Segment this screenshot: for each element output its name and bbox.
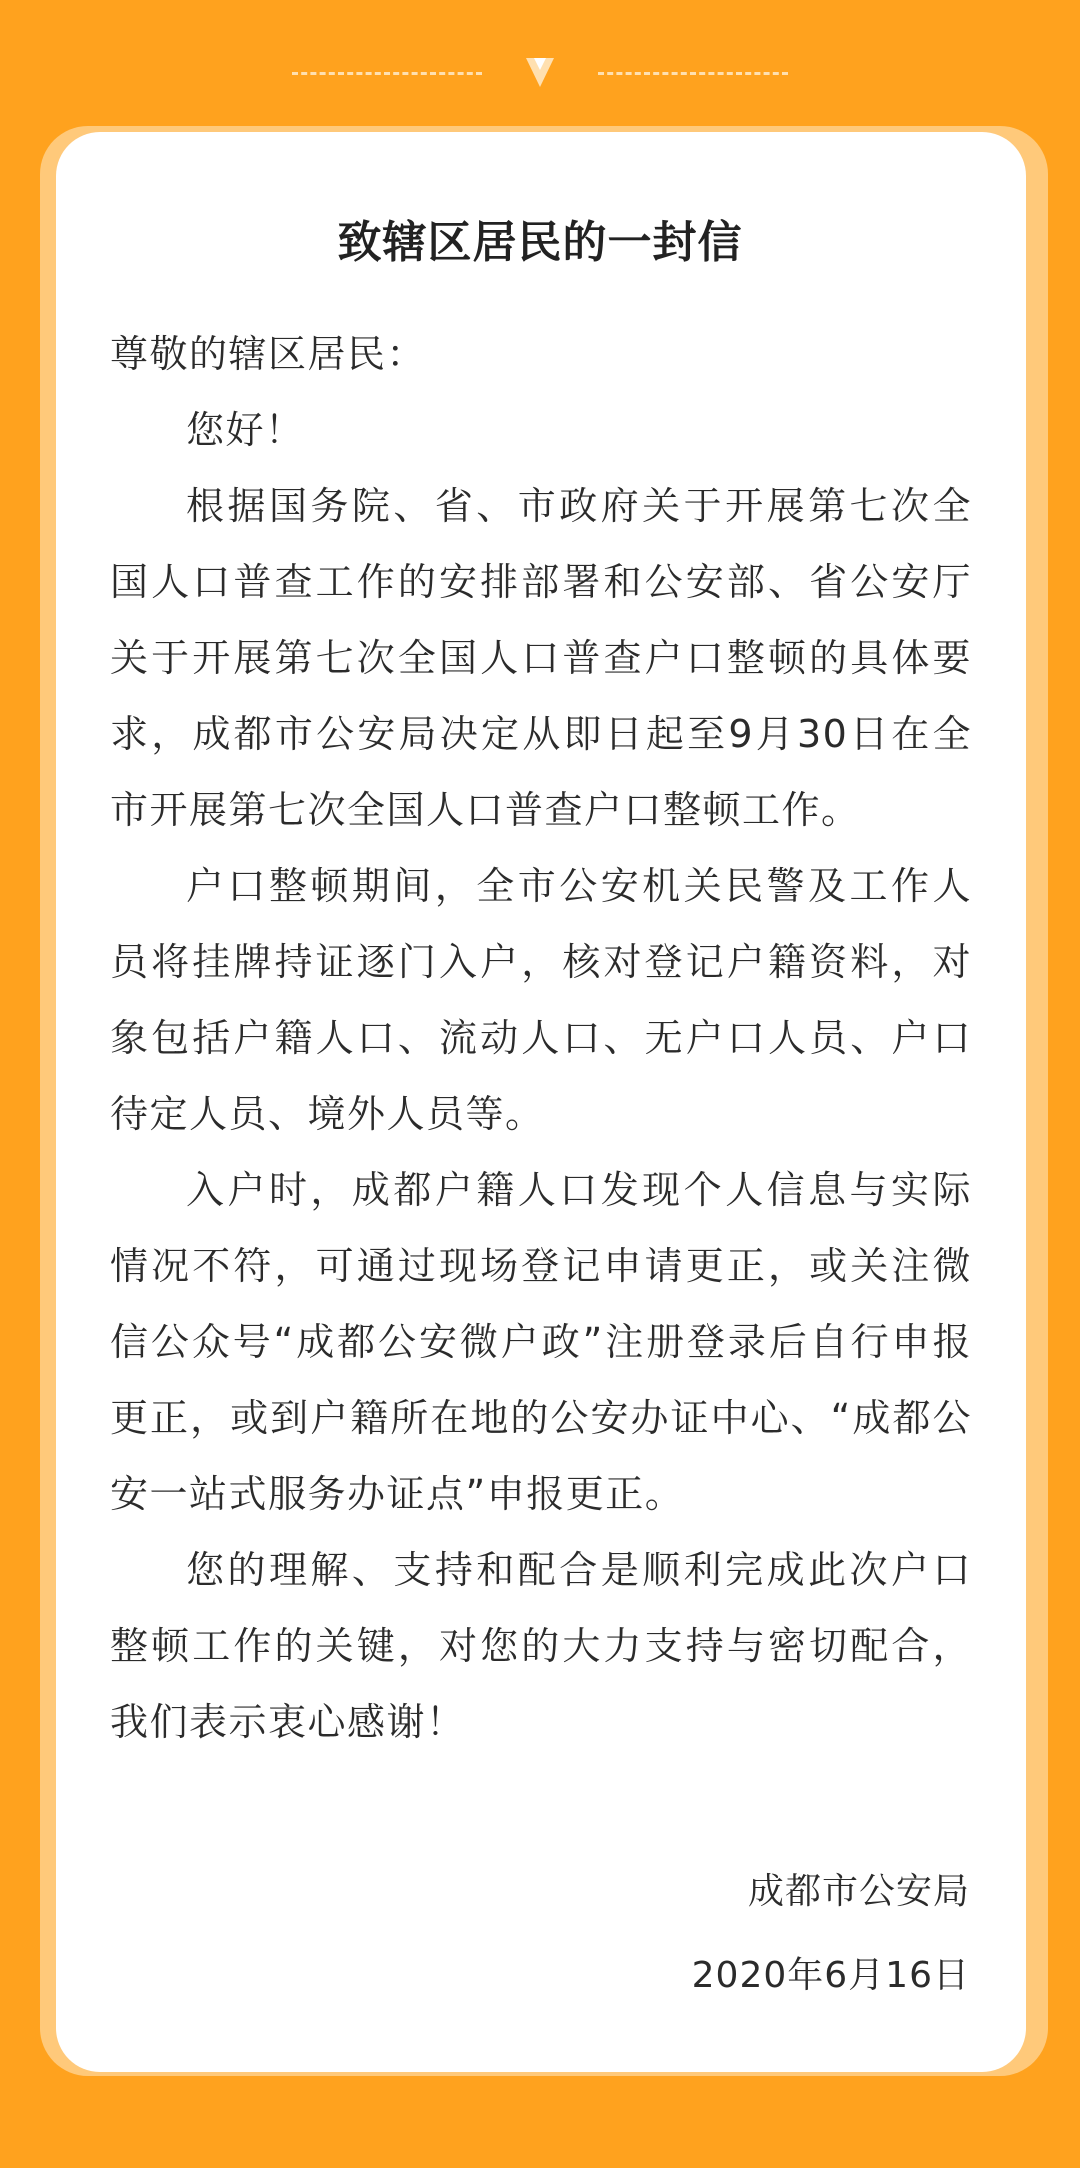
- letter-signature: 成都市公安局: [747, 1871, 970, 1912]
- letter-date: 2020年6月16日: [691, 1955, 970, 1996]
- left-dash-divider: [292, 72, 482, 75]
- letter-signature-block: [692, 1850, 970, 2018]
- letter-paragraph-1: 根据国务院、省、市政府关于开展第七次全国人口普查工作的安排部署和公安部、省公安厅关于开展第七次全国人口普查户口整顿的具体要求，成都市公安局决定从即日起至9月30日在全市开展第七次全国人口普查户口整顿工作。: [110, 484, 972, 832]
- right-dash-divider: [598, 72, 788, 75]
- letter-body: [110, 316, 972, 1760]
- letter-greeting: 您好！: [186, 408, 305, 452]
- letter-paragraph-4: 您的理解、支持和配合是顺利完成此次户口整顿工作的关键，对您的大力支持与密切配合，我们表示衷心感谢！: [110, 1548, 972, 1744]
- letter-title: 致辖区居民的一封信: [337, 217, 743, 268]
- header-decoration: [0, 56, 1080, 96]
- letter-paragraph-3: 入户时，成都户籍人口发现个人信息与实际情况不符，可通过现场登记申请更正，或关注微信公众号“成都公安微户政”注册登录后自行申报更正，或到户籍所在地的公安办证中心、“成都公安一站式服务办证点”申报更正。: [110, 1168, 972, 1516]
- letter-paragraph-2: 户口整顿期间，全市公安机关民警及工作人员将挂牌持证逐门入户，核对登记户籍资料，对象包括户籍人口、流动人口、无户口人员、户口待定人员、境外人员等。: [110, 864, 972, 1136]
- chevron-down-icon: [524, 56, 556, 90]
- letter-salutation: 尊敬的辖区居民：: [110, 332, 427, 376]
